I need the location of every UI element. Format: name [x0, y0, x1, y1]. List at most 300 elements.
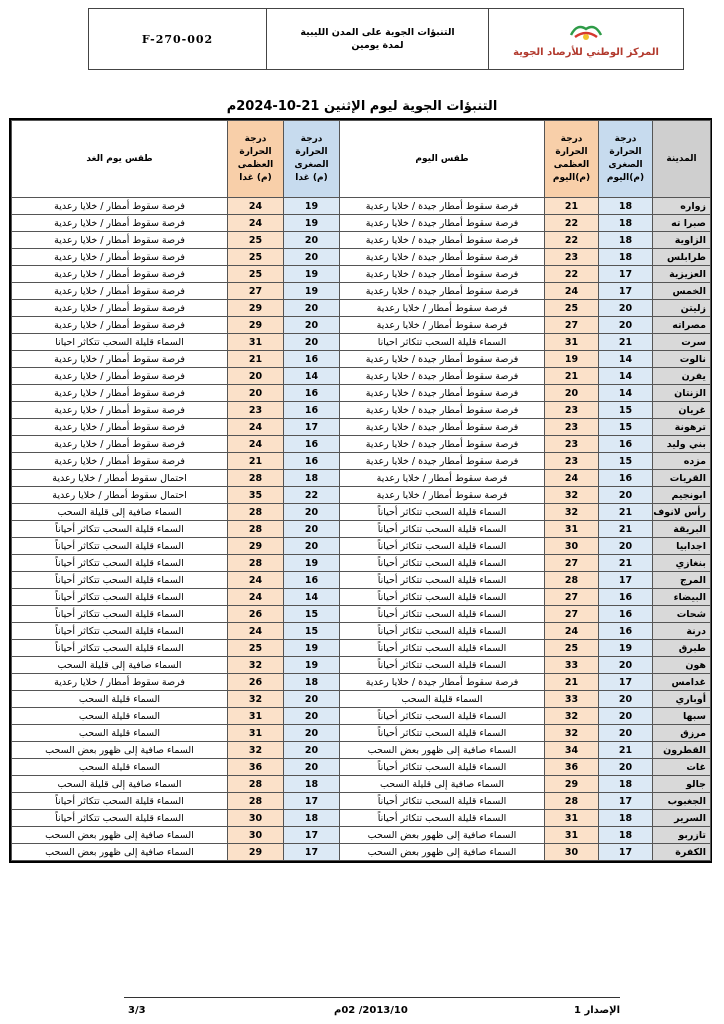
city-cell: تازربو: [653, 827, 711, 844]
table-row: [12, 759, 711, 776]
table-row: [12, 368, 711, 385]
max-temp-tomorrow-cell: 25: [228, 640, 284, 657]
table-row: [12, 198, 711, 215]
min-temp-tomorrow-cell: 20: [284, 759, 340, 776]
weather-tomorrow-cell: السماء قليلة السحب تتكاثر أحياناً: [12, 623, 228, 640]
weather-tomorrow-cell: فرصة سقوط أمطار / خلايا رعدية: [12, 198, 228, 215]
footer-date: 2013/10/ 02م: [334, 1005, 408, 1016]
table-row: [12, 708, 711, 725]
max-temp-today-cell: 30: [545, 844, 599, 861]
forecast-table-body: [12, 198, 711, 861]
table-row: [12, 844, 711, 861]
table-row: [12, 266, 711, 283]
city-cell: العزيزية: [653, 266, 711, 283]
max-temp-today-cell: 27: [545, 606, 599, 623]
max-temp-tomorrow-cell: 21: [228, 351, 284, 368]
header-max-tomorrow: [228, 121, 284, 198]
min-temp-tomorrow-cell: 16: [284, 351, 340, 368]
min-temp-tomorrow-cell: 19: [284, 657, 340, 674]
max-temp-tomorrow-cell: 25: [228, 249, 284, 266]
min-temp-today-cell: 21: [599, 334, 653, 351]
weather-today-cell: السماء قليلة السحب تتكاثر أحياناً: [340, 708, 545, 725]
city-cell: مصراته: [653, 317, 711, 334]
max-temp-today-cell: 22: [545, 266, 599, 283]
weather-tomorrow-cell: فرصة سقوط أمطار / خلايا رعدية: [12, 300, 228, 317]
weather-tomorrow-cell: السماء صافية إلى قليلة السحب: [12, 504, 228, 521]
weather-today-cell: فرصة سقوط أمطار / خلايا رعدية: [340, 470, 545, 487]
weather-today-cell: السماء قليلة السحب تتكاثر أحياناً: [340, 793, 545, 810]
weather-today-cell: السماء قليلة السحب تتكاثر أحياناً: [340, 538, 545, 555]
weather-today-cell: فرصة سقوط أمطار جيدة / خلايا رعدية: [340, 419, 545, 436]
form-code-text: F-270-002: [141, 32, 214, 46]
weather-tomorrow-cell: السماء قليلة السحب: [12, 691, 228, 708]
max-temp-today-cell: 32: [545, 504, 599, 521]
max-temp-today-cell: 27: [545, 317, 599, 334]
max-temp-today-cell: 21: [545, 368, 599, 385]
document-title-block: [267, 9, 489, 69]
min-temp-tomorrow-cell: 16: [284, 572, 340, 589]
max-temp-tomorrow-cell: 28: [228, 521, 284, 538]
min-temp-tomorrow-cell: 18: [284, 470, 340, 487]
weather-tomorrow-cell: السماء صافية إلى قليلة السحب: [12, 776, 228, 793]
max-temp-today-cell: 25: [545, 640, 599, 657]
city-cell: هون: [653, 657, 711, 674]
city-cell: الزاوية: [653, 232, 711, 249]
weather-tomorrow-cell: السماء قليلة السحب: [12, 725, 228, 742]
min-temp-today-cell: 17: [599, 674, 653, 691]
table-row: [12, 742, 711, 759]
min-temp-today-cell: 18: [599, 776, 653, 793]
max-temp-today-cell: 22: [545, 232, 599, 249]
min-temp-today-cell: 14: [599, 351, 653, 368]
weather-today-cell: السماء قليلة السحب تتكاثر أحياناً: [340, 504, 545, 521]
weather-today-cell: فرصة سقوط أمطار جيدة / خلايا رعدية: [340, 385, 545, 402]
city-cell: يفرن: [653, 368, 711, 385]
organization-block: [489, 9, 683, 69]
max-temp-today-cell: 31: [545, 810, 599, 827]
max-temp-today-cell: 23: [545, 453, 599, 470]
table-row: [12, 334, 711, 351]
min-temp-today-cell: 17: [599, 266, 653, 283]
weather-today-cell: السماء قليلة السحب تتكاثر أحياناً: [340, 572, 545, 589]
max-temp-tomorrow-cell: 29: [228, 300, 284, 317]
min-temp-today-cell: 20: [599, 487, 653, 504]
table-row: [12, 725, 711, 742]
meteorology-logo-icon: [567, 21, 605, 43]
max-temp-tomorrow-cell: 29: [228, 538, 284, 555]
min-temp-tomorrow-cell: 20: [284, 300, 340, 317]
table-row: [12, 470, 711, 487]
min-temp-today-cell: 15: [599, 453, 653, 470]
weather-today-cell: فرصة سقوط أمطار جيدة / خلايا رعدية: [340, 266, 545, 283]
table-row: [12, 419, 711, 436]
footer-page-number: 3/3: [128, 1005, 146, 1016]
weather-today-cell: فرصة سقوط أمطار جيدة / خلايا رعدية: [340, 453, 545, 470]
table-row: [12, 793, 711, 810]
max-temp-today-cell: 33: [545, 657, 599, 674]
min-temp-today-cell: 17: [599, 283, 653, 300]
city-cell: مزده: [653, 453, 711, 470]
min-temp-today-cell: 15: [599, 419, 653, 436]
table-row: [12, 623, 711, 640]
min-temp-today-cell: 18: [599, 215, 653, 232]
header-max-today-line: درجة: [560, 134, 583, 144]
min-temp-tomorrow-cell: 17: [284, 793, 340, 810]
max-temp-tomorrow-cell: 26: [228, 606, 284, 623]
min-temp-today-cell: 20: [599, 538, 653, 555]
table-row: [12, 300, 711, 317]
max-temp-today-cell: 22: [545, 215, 599, 232]
table-row: [12, 436, 711, 453]
header-min-today: [599, 121, 653, 198]
min-temp-tomorrow-cell: 17: [284, 827, 340, 844]
min-temp-today-cell: 18: [599, 810, 653, 827]
weather-today-cell: فرصة سقوط أمطار / خلايا رعدية: [340, 317, 545, 334]
max-temp-tomorrow-cell: 32: [228, 742, 284, 759]
weather-tomorrow-cell: السماء قليلة السحب تتكاثر أحياناً: [12, 793, 228, 810]
max-temp-today-cell: 21: [545, 198, 599, 215]
weather-tomorrow-cell: السماء قليلة السحب تتكاثر أحياناً: [12, 810, 228, 827]
weather-today-cell: فرصة سقوط أمطار جيدة / خلايا رعدية: [340, 351, 545, 368]
min-temp-today-cell: 16: [599, 606, 653, 623]
min-temp-tomorrow-cell: 16: [284, 385, 340, 402]
min-temp-tomorrow-cell: 19: [284, 266, 340, 283]
weather-tomorrow-cell: السماء قليلة السحب تتكاثر أحياناً: [12, 640, 228, 657]
city-cell: صبرا ته: [653, 215, 711, 232]
min-temp-tomorrow-cell: 16: [284, 402, 340, 419]
min-temp-today-cell: 17: [599, 844, 653, 861]
weather-today-cell: فرصة سقوط أمطار جيدة / خلايا رعدية: [340, 674, 545, 691]
weather-today-cell: السماء صافية إلى ظهور بعض السحب: [340, 827, 545, 844]
city-cell: البريقة: [653, 521, 711, 538]
weather-tomorrow-cell: احتمال سقوط أمطار / خلايا رعدية: [12, 470, 228, 487]
min-temp-tomorrow-cell: 20: [284, 725, 340, 742]
city-cell: البيضاء: [653, 589, 711, 606]
max-temp-today-cell: 19: [545, 351, 599, 368]
min-temp-tomorrow-cell: 14: [284, 589, 340, 606]
city-cell: أوباري: [653, 691, 711, 708]
document-title-line2: لمدة يومين: [351, 40, 404, 51]
min-temp-tomorrow-cell: 18: [284, 674, 340, 691]
min-temp-tomorrow-cell: 19: [284, 640, 340, 657]
weather-tomorrow-cell: فرصة سقوط أمطار / خلايا رعدية: [12, 317, 228, 334]
weather-today-cell: فرصة سقوط أمطار / خلايا رعدية: [340, 487, 545, 504]
weather-today-cell: فرصة سقوط أمطار جيدة / خلايا رعدية: [340, 283, 545, 300]
max-temp-tomorrow-cell: 29: [228, 317, 284, 334]
header-min-tomorrow-line: الصغرى: [294, 160, 329, 170]
min-temp-today-cell: 20: [599, 708, 653, 725]
table-row: [12, 453, 711, 470]
city-cell: شحات: [653, 606, 711, 623]
max-temp-today-cell: 29: [545, 776, 599, 793]
header-min-tomorrow-line: درجة: [300, 134, 323, 144]
weather-today-cell: السماء قليلة السحب: [340, 691, 545, 708]
weather-tomorrow-cell: فرصة سقوط أمطار / خلايا رعدية: [12, 215, 228, 232]
max-temp-tomorrow-cell: 36: [228, 759, 284, 776]
min-temp-tomorrow-cell: 20: [284, 249, 340, 266]
min-temp-tomorrow-cell: 18: [284, 810, 340, 827]
header-max-today-line: العظمى: [553, 160, 590, 170]
max-temp-tomorrow-cell: 30: [228, 827, 284, 844]
min-temp-today-cell: 20: [599, 317, 653, 334]
city-cell: الكفرة: [653, 844, 711, 861]
table-row: [12, 521, 711, 538]
header-min-today-line: (م)اليوم: [606, 173, 645, 183]
min-temp-today-cell: 14: [599, 385, 653, 402]
document-header: [88, 8, 684, 70]
min-temp-tomorrow-cell: 17: [284, 419, 340, 436]
weather-today-cell: السماء صافية إلى ظهور بعض السحب: [340, 844, 545, 861]
min-temp-today-cell: 18: [599, 827, 653, 844]
max-temp-today-cell: 27: [545, 555, 599, 572]
weather-today-cell: السماء قليلة السحب تتكاثر أحياناً: [340, 606, 545, 623]
weather-tomorrow-cell: السماء قليلة السحب تتكاثر أحياناً: [12, 572, 228, 589]
max-temp-today-cell: 31: [545, 334, 599, 351]
max-temp-today-cell: 28: [545, 572, 599, 589]
weather-tomorrow-cell: السماء صافية إلى ظهور بعض السحب: [12, 827, 228, 844]
min-temp-today-cell: 20: [599, 691, 653, 708]
weather-today-cell: فرصة سقوط أمطار جيدة / خلايا رعدية: [340, 436, 545, 453]
min-temp-tomorrow-cell: 20: [284, 691, 340, 708]
max-temp-today-cell: 28: [545, 793, 599, 810]
city-cell: جالو: [653, 776, 711, 793]
max-temp-today-cell: 23: [545, 419, 599, 436]
city-cell: رأس لانوف: [653, 504, 711, 521]
max-temp-tomorrow-cell: 27: [228, 283, 284, 300]
city-cell: مرزق: [653, 725, 711, 742]
table-row: [12, 555, 711, 572]
table-row: [12, 657, 711, 674]
city-cell: المرج: [653, 572, 711, 589]
weather-today-cell: السماء قليلة السحب تتكاثر أحياناً: [340, 657, 545, 674]
weather-today-cell: السماء صافية إلى قليلة السحب: [340, 776, 545, 793]
max-temp-today-cell: 24: [545, 623, 599, 640]
max-temp-tomorrow-cell: 23: [228, 402, 284, 419]
city-cell: بني وليد: [653, 436, 711, 453]
max-temp-tomorrow-cell: 24: [228, 419, 284, 436]
forecast-table-container: [9, 118, 712, 863]
min-temp-today-cell: 19: [599, 640, 653, 657]
max-temp-today-cell: 25: [545, 300, 599, 317]
min-temp-tomorrow-cell: 17: [284, 844, 340, 861]
forecast-table: [11, 120, 711, 861]
city-cell: غريان: [653, 402, 711, 419]
table-row: [12, 538, 711, 555]
city-cell: طرابلس: [653, 249, 711, 266]
max-temp-tomorrow-cell: 28: [228, 470, 284, 487]
weather-today-cell: فرصة سقوط أمطار جيدة / خلايا رعدية: [340, 232, 545, 249]
city-cell: بنغازي: [653, 555, 711, 572]
weather-tomorrow-cell: فرصة سقوط أمطار / خلايا رعدية: [12, 453, 228, 470]
header-max-today: [545, 121, 599, 198]
footer-edition: الإصدار 1: [574, 1005, 620, 1016]
min-temp-tomorrow-cell: 15: [284, 606, 340, 623]
min-temp-today-cell: 21: [599, 504, 653, 521]
weather-tomorrow-cell: فرصة سقوط أمطار / خلايا رعدية: [12, 385, 228, 402]
weather-tomorrow-cell: فرصة سقوط أمطار / خلايا رعدية: [12, 419, 228, 436]
city-cell: ابونجيم: [653, 487, 711, 504]
max-temp-tomorrow-cell: 32: [228, 657, 284, 674]
max-temp-tomorrow-cell: 20: [228, 385, 284, 402]
max-temp-today-cell: 31: [545, 521, 599, 538]
city-cell: سرت: [653, 334, 711, 351]
weather-tomorrow-cell: السماء قليلة السحب تتكاثر أحياناً: [12, 606, 228, 623]
max-temp-tomorrow-cell: 28: [228, 504, 284, 521]
weather-today-cell: فرصة سقوط أمطار جيدة / خلايا رعدية: [340, 368, 545, 385]
max-temp-today-cell: 34: [545, 742, 599, 759]
city-cell: غدامس: [653, 674, 711, 691]
max-temp-tomorrow-cell: 31: [228, 708, 284, 725]
header-min-tomorrow-line: الحرارة: [295, 147, 328, 157]
max-temp-tomorrow-cell: 31: [228, 334, 284, 351]
min-temp-tomorrow-cell: 16: [284, 453, 340, 470]
forecast-title: التنبؤات الجوية ليوم الإثنين 21-10-2024م: [226, 99, 498, 114]
min-temp-today-cell: 16: [599, 623, 653, 640]
header-city: المدينة: [653, 121, 711, 198]
max-temp-today-cell: 36: [545, 759, 599, 776]
min-temp-tomorrow-cell: 19: [284, 198, 340, 215]
min-temp-today-cell: 20: [599, 300, 653, 317]
max-temp-tomorrow-cell: 24: [228, 589, 284, 606]
header-max-today-line: الحرارة: [555, 147, 588, 157]
max-temp-tomorrow-cell: 24: [228, 215, 284, 232]
table-row: [12, 317, 711, 334]
header-weather-today: طقس اليوم: [340, 121, 545, 198]
table-row: [12, 640, 711, 657]
max-temp-today-cell: 32: [545, 725, 599, 742]
min-temp-tomorrow-cell: 20: [284, 317, 340, 334]
weather-tomorrow-cell: السماء صافية إلى ظهور بعض السحب: [12, 844, 228, 861]
city-cell: الجغبوب: [653, 793, 711, 810]
min-temp-tomorrow-cell: 20: [284, 334, 340, 351]
header-max-tomorrow-line: الحرارة: [239, 147, 272, 157]
min-temp-today-cell: 20: [599, 657, 653, 674]
min-temp-today-cell: 18: [599, 198, 653, 215]
weather-tomorrow-cell: السماء قليلة السحب تتكاثر أحياناً: [12, 555, 228, 572]
city-cell: غات: [653, 759, 711, 776]
max-temp-today-cell: 24: [545, 283, 599, 300]
weather-tomorrow-cell: فرصة سقوط أمطار / خلايا رعدية: [12, 351, 228, 368]
header-min-today-line: درجة: [614, 134, 637, 144]
weather-tomorrow-cell: السماء صافية إلى ظهور بعض السحب: [12, 742, 228, 759]
weather-tomorrow-cell: فرصة سقوط أمطار / خلايا رعدية: [12, 368, 228, 385]
header-weather-tomorrow: طقس يوم الغد: [12, 121, 228, 198]
city-cell: زواره: [653, 198, 711, 215]
max-temp-tomorrow-cell: 24: [228, 572, 284, 589]
weather-today-cell: السماء صافية إلى ظهور بعض السحب: [340, 742, 545, 759]
city-cell: زليتن: [653, 300, 711, 317]
min-temp-tomorrow-cell: 18: [284, 776, 340, 793]
header-max-tomorrow-line: العظمى: [237, 160, 274, 170]
weather-tomorrow-cell: السماء قليلة السحب تتكاثر أحياناً: [12, 589, 228, 606]
min-temp-today-cell: 21: [599, 555, 653, 572]
max-temp-today-cell: 24: [545, 470, 599, 487]
city-cell: القطرون: [653, 742, 711, 759]
max-temp-today-cell: 27: [545, 589, 599, 606]
min-temp-today-cell: 15: [599, 402, 653, 419]
table-row: [12, 776, 711, 793]
min-temp-today-cell: 20: [599, 759, 653, 776]
header-min-tomorrow: [284, 121, 340, 198]
max-temp-tomorrow-cell: 24: [228, 198, 284, 215]
min-temp-tomorrow-cell: 15: [284, 623, 340, 640]
city-cell: القريات: [653, 470, 711, 487]
table-row: [12, 385, 711, 402]
max-temp-today-cell: 21: [545, 674, 599, 691]
header-min-today-line: الصغرى: [608, 160, 643, 170]
table-row: [12, 249, 711, 266]
weather-today-cell: السماء قليلة السحب تتكاثر أحياناً: [340, 725, 545, 742]
form-code: [89, 9, 267, 69]
weather-today-cell: السماء قليلة السحب تتكاثر أحياناً: [340, 589, 545, 606]
max-temp-today-cell: 20: [545, 385, 599, 402]
table-row: [12, 674, 711, 691]
weather-today-cell: السماء قليلة السحب تتكاثر أحياناً: [340, 623, 545, 640]
min-temp-tomorrow-cell: 20: [284, 521, 340, 538]
max-temp-tomorrow-cell: 35: [228, 487, 284, 504]
min-temp-today-cell: 14: [599, 368, 653, 385]
min-temp-today-cell: 16: [599, 589, 653, 606]
table-row: [12, 606, 711, 623]
weather-today-cell: السماء قليلة السحب تتكاثر أحياناً: [340, 555, 545, 572]
table-row: [12, 827, 711, 844]
table-row: [12, 504, 711, 521]
weather-today-cell: السماء قليلة السحب تتكاثر أحياناً: [340, 810, 545, 827]
table-row: [12, 572, 711, 589]
min-temp-tomorrow-cell: 20: [284, 538, 340, 555]
weather-tomorrow-cell: السماء قليلة السحب: [12, 708, 228, 725]
min-temp-today-cell: 18: [599, 232, 653, 249]
header-max-tomorrow-line: درجة: [244, 134, 267, 144]
footer-divider: [124, 997, 620, 998]
min-temp-tomorrow-cell: 19: [284, 555, 340, 572]
table-row: [12, 487, 711, 504]
min-temp-today-cell: 17: [599, 572, 653, 589]
weather-today-cell: السماء قليلة السحب تتكاثر أحياناً: [340, 759, 545, 776]
min-temp-tomorrow-cell: 20: [284, 232, 340, 249]
weather-tomorrow-cell: السماء قليلة السحب: [12, 759, 228, 776]
min-temp-tomorrow-cell: 22: [284, 487, 340, 504]
weather-today-cell: السماء قليلة السحب تتكاثر أحياناً: [340, 521, 545, 538]
header-min-today-line: الحرارة: [609, 147, 642, 157]
min-temp-tomorrow-cell: 20: [284, 504, 340, 521]
min-temp-tomorrow-cell: 19: [284, 215, 340, 232]
min-temp-tomorrow-cell: 20: [284, 708, 340, 725]
max-temp-tomorrow-cell: 31: [228, 725, 284, 742]
weather-today-cell: السماء قليلة السحب تتكاثر احيانا: [340, 334, 545, 351]
min-temp-today-cell: 21: [599, 742, 653, 759]
city-cell: الخمس: [653, 283, 711, 300]
max-temp-today-cell: 32: [545, 708, 599, 725]
table-row: [12, 691, 711, 708]
min-temp-tomorrow-cell: 19: [284, 283, 340, 300]
min-temp-today-cell: 16: [599, 436, 653, 453]
city-cell: طبرق: [653, 640, 711, 657]
weather-tomorrow-cell: فرصة سقوط أمطار / خلايا رعدية: [12, 402, 228, 419]
weather-tomorrow-cell: السماء قليلة السحب تتكاثر احيانا: [12, 334, 228, 351]
table-row: [12, 215, 711, 232]
min-temp-today-cell: 21: [599, 521, 653, 538]
min-temp-today-cell: 17: [599, 793, 653, 810]
weather-today-cell: فرصة سقوط أمطار جيدة / خلايا رعدية: [340, 402, 545, 419]
max-temp-tomorrow-cell: 26: [228, 674, 284, 691]
city-cell: سبها: [653, 708, 711, 725]
max-temp-today-cell: 31: [545, 827, 599, 844]
max-temp-tomorrow-cell: 25: [228, 266, 284, 283]
max-temp-today-cell: 23: [545, 249, 599, 266]
table-row: [12, 810, 711, 827]
weather-tomorrow-cell: فرصة سقوط أمطار / خلايا رعدية: [12, 283, 228, 300]
